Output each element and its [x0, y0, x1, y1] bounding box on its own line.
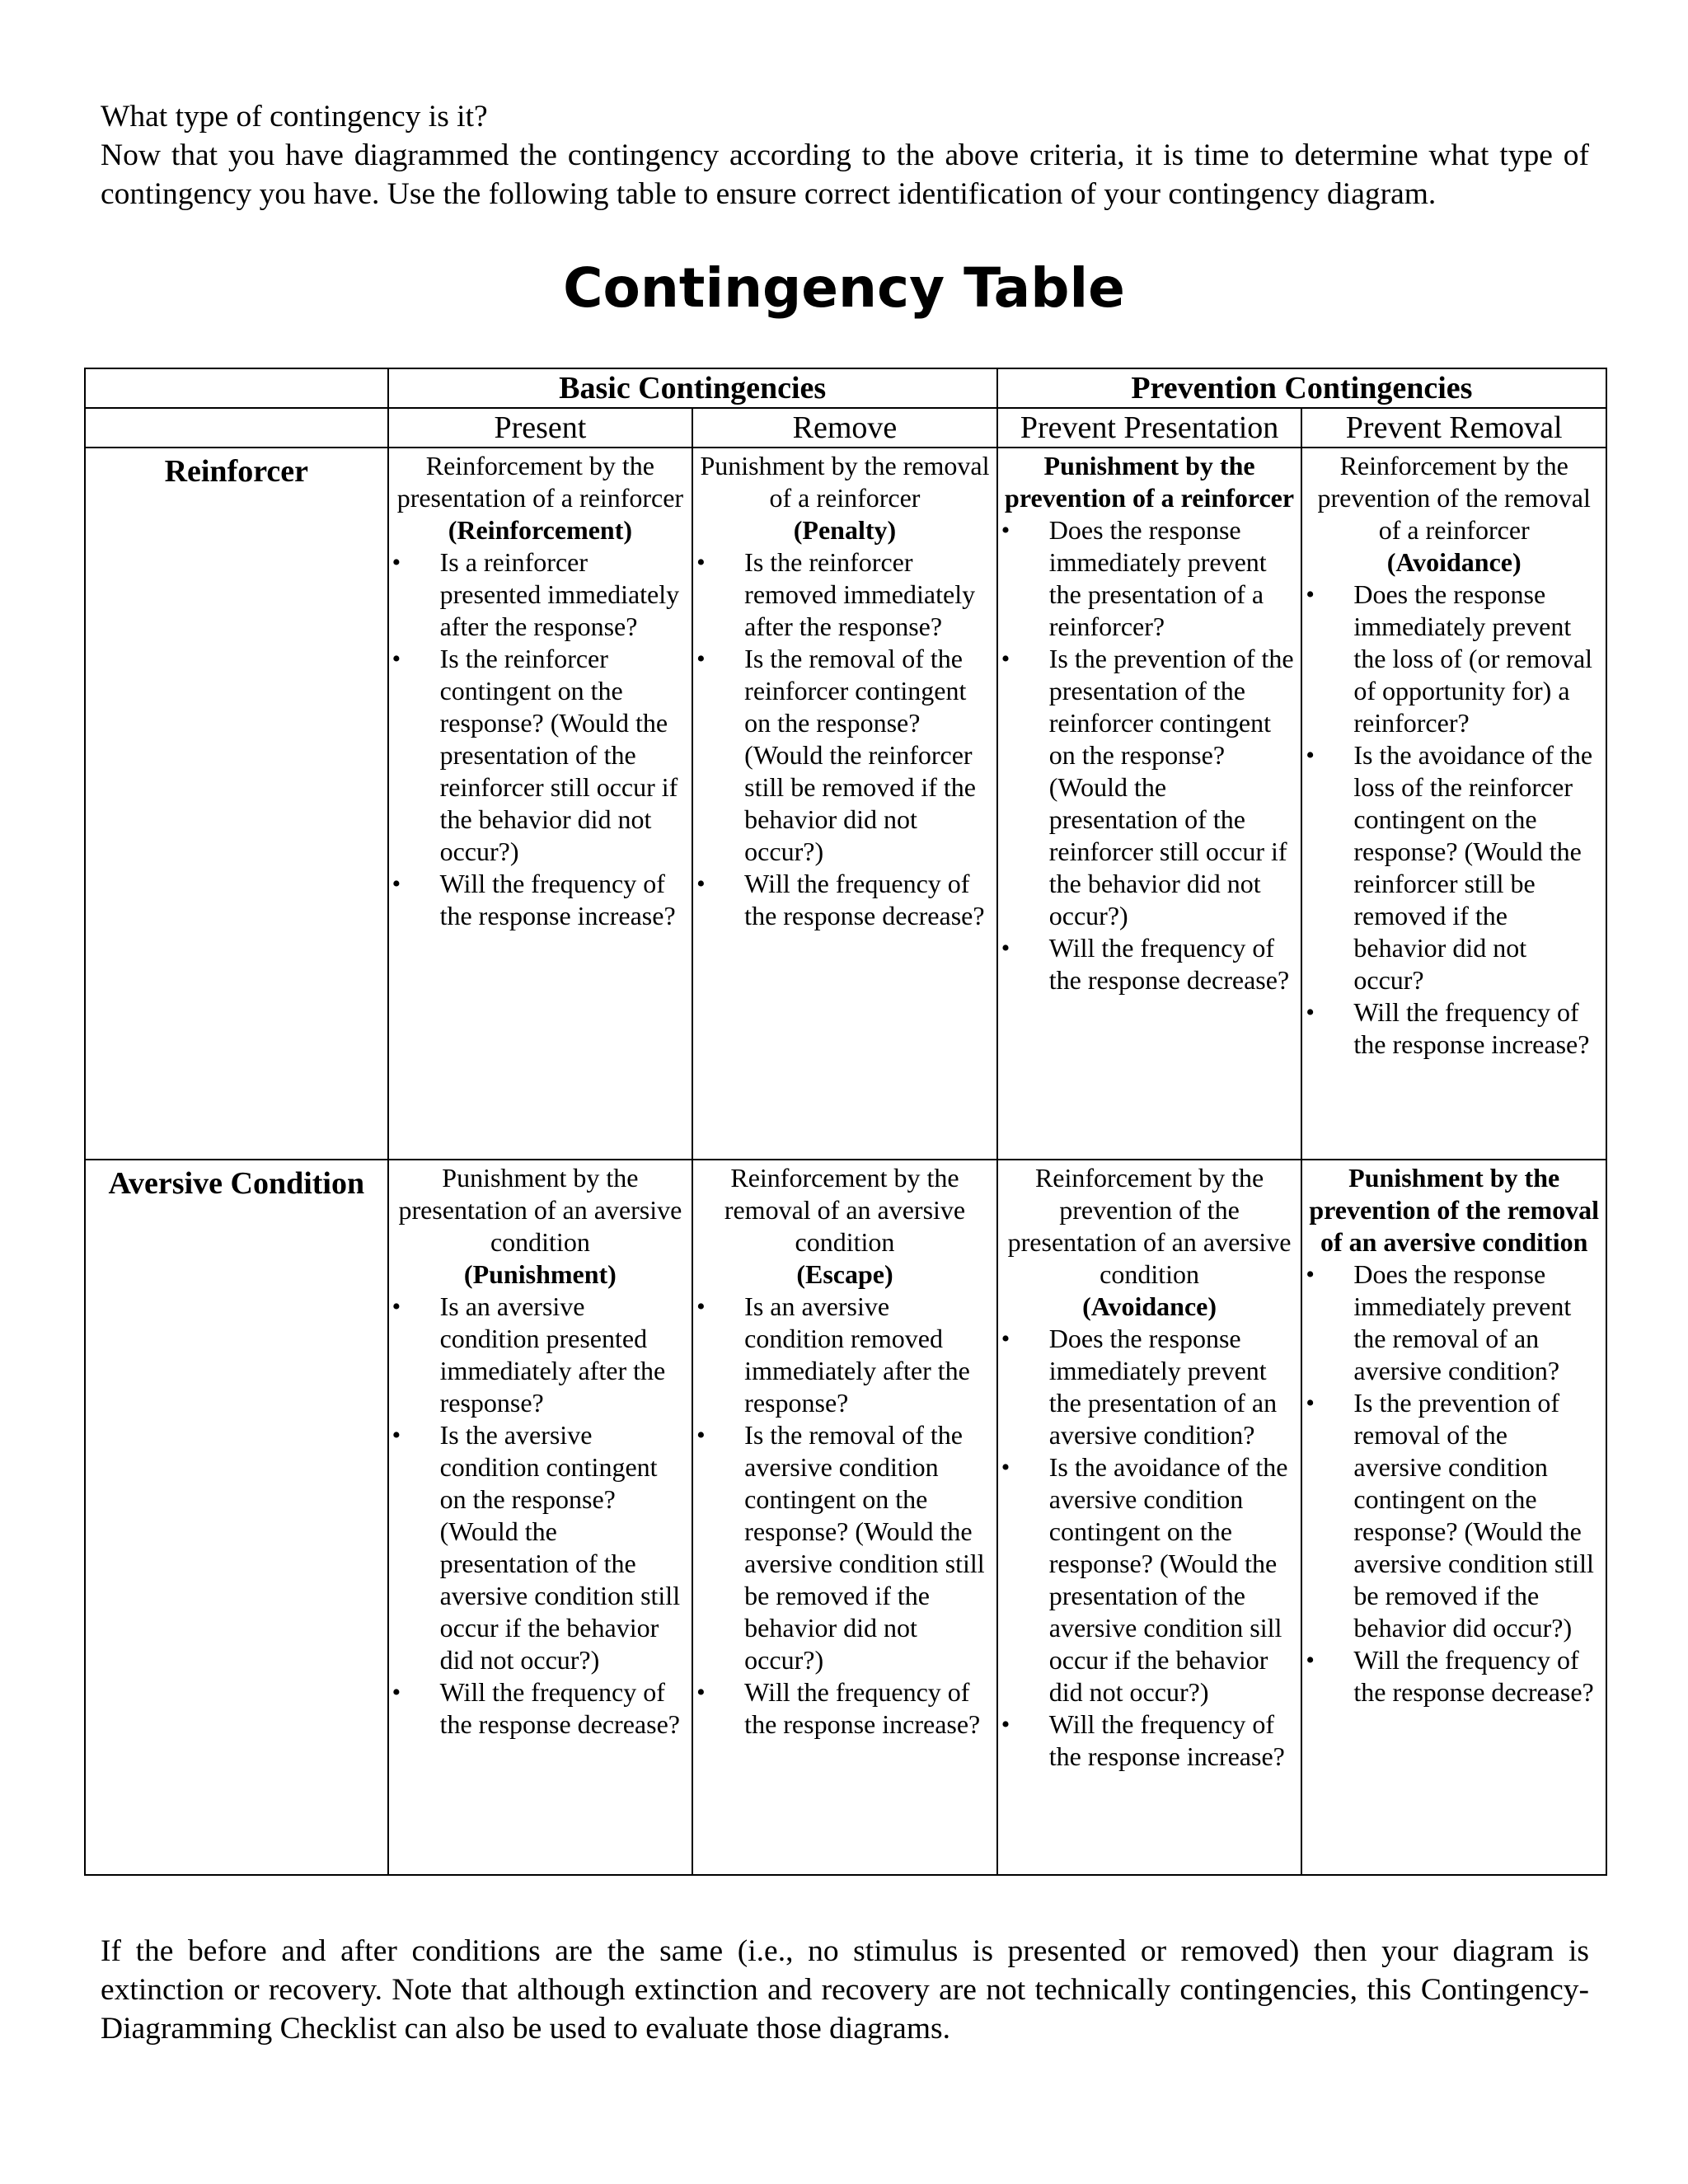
question-list — [693, 1291, 996, 1741]
column-header-remove: Remove — [692, 408, 997, 448]
column-header-present: Present — [388, 408, 693, 448]
question-item: • Will the frequency of the response increase? — [693, 1676, 996, 1741]
question-item: • Does the response immediately prevent the removal of an aversive condition? — [1302, 1258, 1606, 1387]
contingency-table — [84, 368, 1607, 1876]
question-item: • Will the frequency of the response decrease? — [389, 1676, 692, 1741]
cell-heading — [693, 1162, 996, 1291]
question-list — [693, 546, 996, 932]
table-cell — [388, 1160, 693, 1875]
cell-heading — [389, 450, 692, 546]
table-cell — [692, 448, 997, 1160]
intro-question: What type of contingency is it? — [101, 100, 488, 134]
contingency-tag: (Avoidance) — [1082, 1291, 1217, 1321]
cell-heading — [389, 1162, 692, 1291]
contingency-name: Reinforcement by the prevention of the presentation of an aversive condition — [1007, 1163, 1292, 1289]
page-title: Contingency Table — [563, 256, 1125, 320]
table-cell — [388, 448, 693, 1160]
contingency-tag: (Reinforcement) — [448, 515, 633, 545]
question-item: • Does the response immediately prevent the loss of (or removal of opportunity for) a reinforcer? — [1302, 579, 1606, 739]
question-item: • Will the frequency of the response increase? — [998, 1708, 1301, 1773]
question-item: • Is the prevention of the presentation of the reinforcer contingent on the response? (Would the presentation of the reinforcer still occur if the behavior did not occur?) — [998, 643, 1301, 932]
table-cell — [1301, 448, 1606, 1160]
question-item: • Is the aversive condition contingent on the response? (Would the presentation of the aversive condition still occur if the behavior did not occur?) — [389, 1419, 692, 1676]
question-list — [389, 546, 692, 932]
contingency-name: Punishment by the removal of a reinforcer — [700, 451, 990, 513]
question-list — [1302, 1258, 1606, 1708]
corner-cell-2 — [85, 408, 388, 448]
question-item: • Will the frequency of the response decrease? — [998, 932, 1301, 996]
table-cell — [692, 1160, 997, 1875]
contingency-name: Punishment by the prevention of the removal of an aversive condition — [1309, 1163, 1599, 1257]
question-list — [998, 1323, 1301, 1773]
table-cell — [1301, 1160, 1606, 1875]
question-item: • Is the reinforcer contingent on the response? (Would the presentation of the reinforcer still occur if the behavior did not occur?) — [389, 643, 692, 868]
contingency-name: Punishment by the presentation of an aversive condition — [398, 1163, 682, 1257]
question-item: • Is the reinforcer removed immediately after the response? — [693, 546, 996, 643]
table-row-reinforcer — [85, 448, 1606, 1160]
column-header-row — [85, 408, 1606, 448]
question-item: • Is the avoidance of the aversive condition contingent on the response? (Would the presentation of the aversive condition sill occur if the behavior did not occur?) — [998, 1451, 1301, 1708]
row-label-reinforcer: Reinforcer — [85, 448, 388, 1160]
question-item: • Will the frequency of the response increase? — [389, 868, 692, 932]
contingency-name: Punishment by the prevention of a reinforcer — [1005, 451, 1295, 513]
question-item: • Is the removal of the reinforcer contingent on the response? (Would the reinforcer still be removed if the behavior did not occur?) — [693, 643, 996, 868]
cell-heading — [693, 450, 996, 546]
corner-cell — [85, 368, 388, 408]
table-cell — [997, 1160, 1302, 1875]
intro-paragraph: Now that you have diagrammed the contingency according to the above criteria, it is time to determine what type of contingency you have. Use the following table to ensure correct identification of your contingency diagram. — [101, 138, 1589, 211]
question-item: • Is a reinforcer presented immediately after the response? — [389, 546, 692, 643]
group-header-basic: Basic Contingencies — [388, 368, 997, 408]
contingency-tag: (Punishment) — [463, 1259, 617, 1289]
question-item: • Is an aversive condition removed immediately after the response? — [693, 1291, 996, 1419]
question-list — [998, 514, 1301, 996]
cell-heading — [1302, 1162, 1606, 1258]
question-item: • Will the frequency of the response increase? — [1302, 996, 1606, 1061]
table-row-aversive-condition — [85, 1160, 1606, 1875]
contingency-tag: (Avoidance) — [1386, 547, 1522, 577]
question-item: • Is the removal of the aversive condition contingent on the response? (Would the aversive condition still be removed if the behavior did not occur?) — [693, 1419, 996, 1676]
question-item: • Does the response immediately prevent the presentation of a reinforcer? — [998, 514, 1301, 643]
question-item: • Will the frequency of the response decrease? — [1302, 1644, 1606, 1708]
row-label-aversive-condition: Aversive Condition — [85, 1160, 388, 1875]
question-item: • Does the response immediately prevent the presentation of an aversive condition? — [998, 1323, 1301, 1451]
column-header-prevent-presentation: Prevent Presentation — [997, 408, 1302, 448]
contingency-name: Reinforcement by the presentation of a reinforcer — [396, 451, 684, 513]
question-item: • Is an aversive condition presented immediately after the response? — [389, 1291, 692, 1419]
question-item: • Will the frequency of the response decrease? — [693, 868, 996, 932]
intro-section — [101, 97, 1589, 213]
question-item: • Is the prevention of removal of the aversive condition contingent on the response? (Would the aversive condition still be removed if the behavior did occur?) — [1302, 1387, 1606, 1644]
question-list — [389, 1291, 692, 1741]
cell-heading — [998, 450, 1301, 514]
question-item: • Is the avoidance of the loss of the reinforcer contingent on the response? (Would the reinforcer still be removed if the behavior did not occur? — [1302, 739, 1606, 996]
group-header-prevention: Prevention Contingencies — [997, 368, 1606, 408]
table-cell — [997, 448, 1302, 1160]
contingency-name: Reinforcement by the prevention of the removal of a reinforcer — [1317, 451, 1591, 545]
question-list — [1302, 579, 1606, 1061]
cell-heading — [1302, 450, 1606, 579]
contingency-tag: (Escape) — [796, 1259, 893, 1289]
cell-heading — [998, 1162, 1301, 1323]
contingency-name: Reinforcement by the removal of an aversive condition — [724, 1163, 966, 1257]
column-header-prevent-removal: Prevent Removal — [1301, 408, 1606, 448]
contingency-tag: (Penalty) — [793, 515, 897, 545]
group-header-row — [85, 368, 1606, 408]
outro-paragraph: If the before and after conditions are the same (i.e., no stimulus is presented or removed) then your diagram is extinction or recovery. Note that although extinction and recovery are not technically contingencies, this Contingency-Diagramming Checklist can also be used to evaluate those diagrams. — [101, 1934, 1589, 2046]
